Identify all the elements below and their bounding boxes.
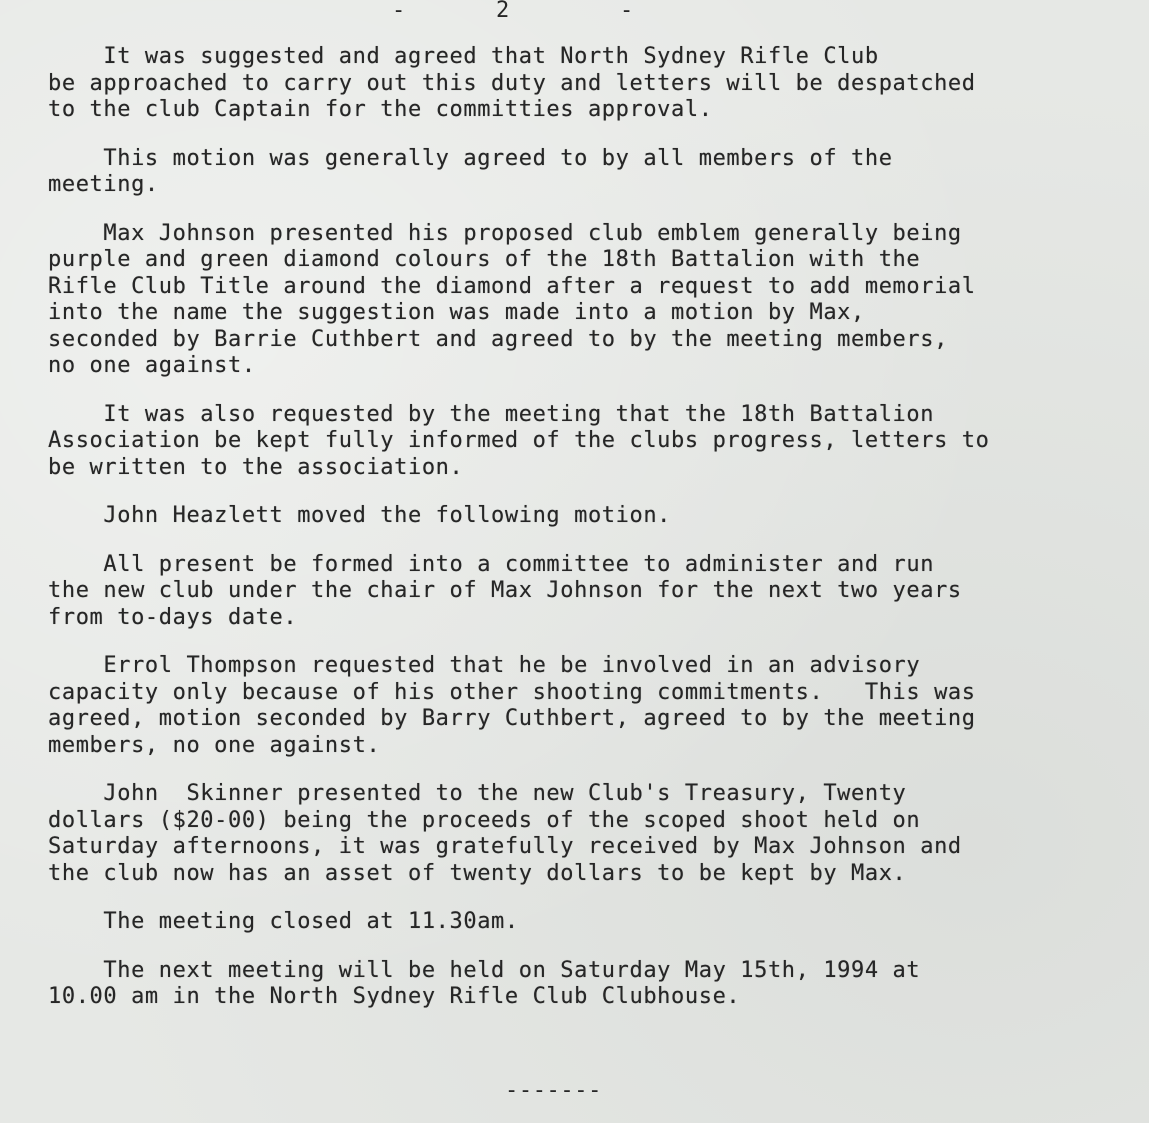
paragraph-line: members, no one against. [48,732,381,758]
document-body [48,44,1133,1011]
paragraph [48,44,1133,124]
page-number-dash-right: - [620,0,634,23]
paragraph-line: agreed, motion seconded by Barry Cuthbert, agreed to by the meeting [48,706,976,731]
paragraph-line: purple and green diamond colours of the 18th Battalion with the [48,247,921,272]
paragraph [48,503,1133,530]
paragraph-line: seconded by Barrie Cuthbert and agreed to by the meeting members, [48,326,948,352]
paragraph-line: Errol Thompson requested that he be involved in an advisory [48,653,921,678]
paragraph-line: meeting. [48,172,159,197]
paragraph-line: John Skinner presented to the new Club's Treasury, Twenty [48,781,907,806]
paragraph-line: the new club under the chair of Max Johnson for the next two years [48,578,962,603]
paragraph-line: capacity only because of his other shooting commitments. This was [48,679,976,705]
paragraph-line: The next meeting will be held on Saturday May 15th, 1994 at [48,957,921,983]
paragraph-line: to the club Captain for the committies approval. [48,97,713,122]
paragraph [48,402,1133,482]
paragraph-line: dollars ($20-00) being the proceeds of the scoped shoot held on [48,807,921,833]
page-number-dash-left: - [392,0,406,23]
paragraph-line: It was also requested by the meeting that the 18th Battalion [48,401,935,427]
paragraph [48,653,1133,759]
paragraph [48,552,1133,632]
paragraph-line: into the name the suggestion was made into a motion by Max, [48,300,865,325]
end-rule: ------- [505,1078,602,1103]
paragraph-line: Saturday afternoons, it was gratefully received by Max Johnson and [48,834,962,859]
paragraph-line: It was suggested and agreed that North Sydney Rifle Club [48,44,879,69]
page-header [0,0,1149,30]
paragraph [48,221,1133,380]
paragraph-line: Association be kept fully informed of the clubs progress, letters to [48,428,990,453]
paragraph-line: The meeting closed at 11.30am. [48,909,519,934]
paragraph-line: no one against. [48,353,256,378]
paragraph-line: the club now has an asset of twenty dollars to be kept by Max. [48,860,907,886]
paragraph [48,958,1133,1011]
paragraph-line: be approached to carry out this duty and letters will be despatched [48,70,976,96]
paragraph-line: 10.00 am in the North Sydney Rifle Club Clubhouse. [48,984,741,1009]
paragraph [48,146,1133,199]
paragraph-line: Rifle Club Title around the diamond after a request to add memorial [48,273,976,299]
paragraph [48,781,1133,887]
paragraph-line: Max Johnson presented his proposed club emblem generally being [48,220,962,246]
paragraph-line: be written to the association. [48,454,464,480]
paragraph [48,909,1133,936]
page-number: 2 [496,0,510,23]
paragraph-line: All present be formed into a committee to administer and run [48,551,935,577]
paragraph-line: from to-days date. [48,604,298,630]
paragraph-line: John Heazlett moved the following motion. [48,503,672,528]
paragraph-line: This motion was generally agreed to by all members of the [48,145,893,171]
